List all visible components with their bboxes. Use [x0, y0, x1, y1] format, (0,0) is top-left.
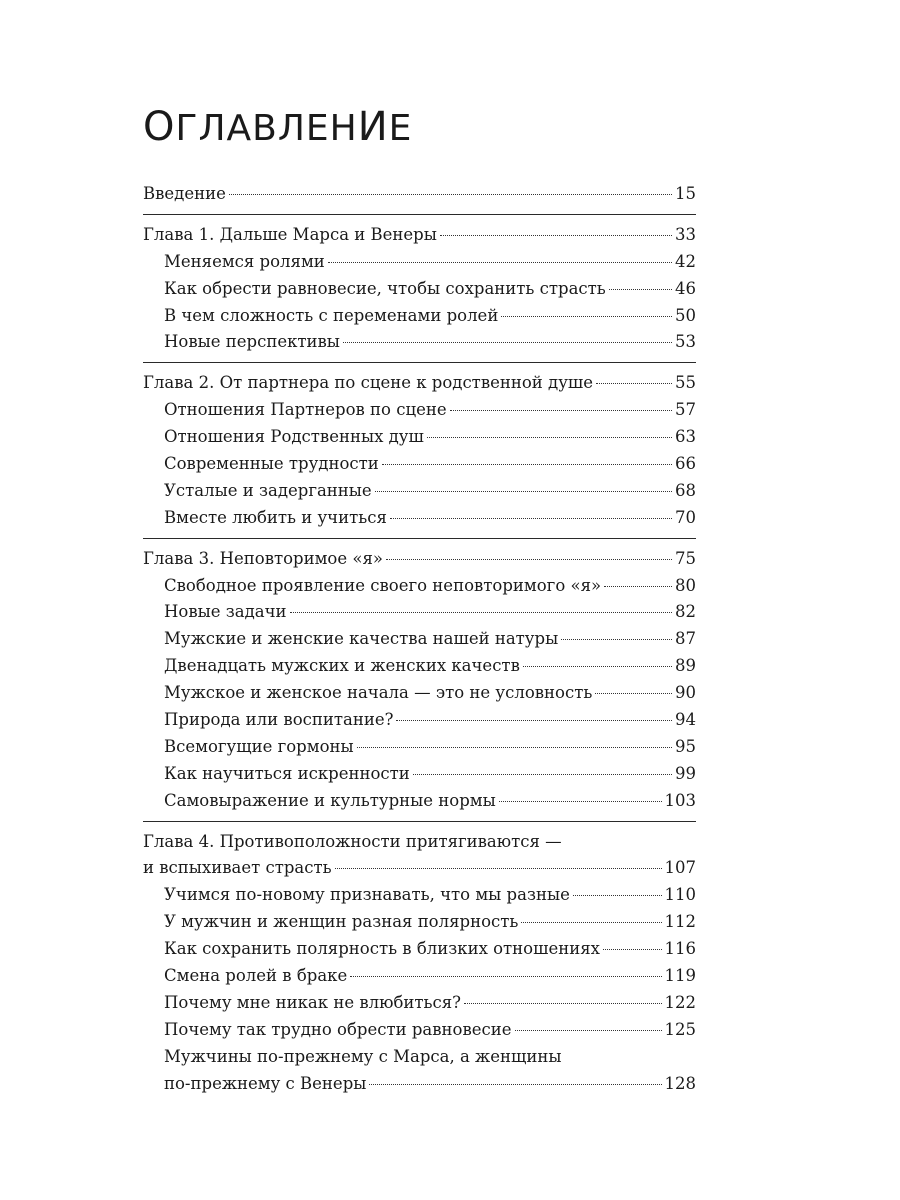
toc-page-number: 89: [675, 656, 696, 676]
toc-subentry[interactable]: [143, 734, 696, 761]
toc-entry-label: Почему мне никак не влюбиться?: [164, 992, 462, 1012]
toc-page-number: 33: [675, 224, 696, 244]
toc-subentry[interactable]: [143, 788, 696, 815]
toc-subentry[interactable]: [143, 1071, 696, 1098]
dot-leader: [596, 383, 672, 384]
toc-entry-label: Вместе любить и учиться: [164, 507, 387, 527]
toc-page-number: 80: [675, 575, 696, 595]
toc-page-number: 125: [664, 1019, 696, 1039]
dot-leader: [573, 895, 662, 896]
toc-subentry-title-line-1[interactable]: Мужчины по-прежнему с Марса, а женщины: [164, 1046, 562, 1066]
toc-entry-label: Природа или воспитание?: [164, 710, 394, 730]
toc-page-number: 87: [675, 629, 696, 649]
toc-entry-label: Введение: [143, 184, 226, 203]
toc-entry-label: по-прежнему с Венеры: [164, 1073, 367, 1093]
toc-entry-label: Глава 1. Дальше Марса и Венеры: [143, 224, 437, 244]
toc-entry-label: Как обрести равновесие, чтобы сохранить страсть: [164, 278, 606, 298]
toc-page-number: 94: [675, 710, 696, 730]
toc-page-number: 53: [675, 332, 696, 352]
toc-entry-label: Мужское и женское начала — это не условность: [164, 683, 593, 703]
title-big-letter: И: [357, 104, 389, 150]
toc-page-number: 95: [675, 736, 696, 756]
toc-entry-intro[interactable]: [143, 181, 696, 208]
toc-chapter-4-title-line-1[interactable]: Глава 4. Противоположности притягиваются —: [143, 831, 562, 851]
toc-subentry[interactable]: [143, 424, 696, 451]
section-divider: [143, 821, 696, 822]
section-divider: [143, 214, 696, 215]
toc-subentry[interactable]: [143, 680, 696, 707]
toc-entry-label: Свободное проявление своего неповторимого «я»: [164, 575, 602, 595]
dot-leader: [343, 342, 672, 343]
dot-leader: [499, 801, 662, 802]
toc-subentry[interactable]: [143, 573, 696, 600]
section-divider: [143, 362, 696, 363]
dot-leader: [440, 235, 672, 236]
dot-leader: [515, 1030, 662, 1031]
toc-subentry[interactable]: [143, 303, 696, 330]
toc-subentry[interactable]: [143, 761, 696, 788]
toc-entry-label: Новые перспективы: [164, 332, 340, 352]
title-middle: ГЛАВЛЕН: [175, 108, 358, 149]
toc-page-number: 122: [664, 992, 696, 1012]
toc-subentry[interactable]: [143, 451, 696, 478]
toc-page-number: 42: [675, 251, 696, 271]
toc-entry-label: Усталые и задерганные: [164, 480, 372, 500]
toc-subentry[interactable]: [143, 1017, 696, 1044]
dot-leader: [396, 720, 672, 721]
toc-subentry[interactable]: [143, 329, 696, 356]
toc-chapter-2[interactable]: [143, 370, 696, 397]
toc-entry-label: В чем сложность с переменами ролей: [164, 305, 499, 325]
section-divider: [143, 538, 696, 539]
toc-page-number: 70: [675, 507, 696, 527]
toc-subentry[interactable]: [143, 653, 696, 680]
toc-page-number: 57: [675, 400, 696, 420]
toc-entry-label: У мужчин и женщин разная полярность: [164, 912, 519, 932]
page-title: [143, 104, 412, 150]
toc-chapter-4[interactable]: [143, 855, 696, 882]
toc-subentry[interactable]: [143, 276, 696, 303]
toc-subentry[interactable]: [143, 249, 696, 276]
toc-page-number: 63: [675, 427, 696, 447]
toc-subentry[interactable]: [143, 478, 696, 505]
toc-page-number: 46: [675, 278, 696, 298]
toc-entry-label: Почему так трудно обрести равновесие: [164, 1019, 512, 1039]
toc-subentry[interactable]: [143, 707, 696, 734]
toc-subentry[interactable]: [143, 505, 696, 532]
toc-entry-label: Современные трудности: [164, 454, 379, 474]
toc-page-number: 82: [675, 602, 696, 622]
dot-leader: [290, 612, 673, 613]
dot-leader: [229, 194, 672, 195]
dot-leader: [335, 868, 662, 869]
dot-leader: [382, 464, 672, 465]
toc-page-number: 103: [664, 790, 696, 810]
toc-chapter-1[interactable]: [143, 222, 696, 249]
toc-page-number: 107: [664, 858, 696, 878]
toc-entry-label: Новые задачи: [164, 602, 287, 622]
dot-leader: [450, 410, 672, 411]
toc-subentry[interactable]: [143, 990, 696, 1017]
dot-leader: [386, 559, 672, 560]
toc-subentry[interactable]: [143, 882, 696, 909]
toc-page-number: 66: [675, 454, 696, 474]
toc-entry-label: Меняемся ролями: [164, 251, 325, 271]
dot-leader: [375, 491, 672, 492]
dot-leader: [501, 316, 672, 317]
dot-leader: [350, 976, 661, 977]
toc-entry-label: Отношения Партнеров по сцене: [164, 400, 447, 420]
toc-entry-label: Как сохранить полярность в близких отношениях: [164, 939, 600, 959]
toc-page-number: 128: [664, 1073, 696, 1093]
toc-entry-label: Мужские и женские качества нашей натуры: [164, 629, 559, 649]
toc-page-number: 99: [675, 763, 696, 783]
dot-leader: [523, 666, 672, 667]
dot-leader: [595, 693, 672, 694]
toc-entry-label: Глава 2. От партнера по сцене к родственной душе: [143, 373, 594, 393]
toc-page-number: 55: [675, 373, 696, 393]
dot-leader: [357, 747, 672, 748]
toc-entry-label: Самовыражение и культурные нормы: [164, 790, 496, 810]
title-first-letter: О: [143, 104, 176, 150]
dot-leader: [328, 262, 672, 263]
toc-entry-label: Смена ролей в браке: [164, 966, 348, 986]
toc-subentry[interactable]: [143, 397, 696, 424]
toc-subentry[interactable]: [143, 626, 696, 653]
toc-page-number: 50: [675, 305, 696, 325]
toc-subentry[interactable]: [143, 936, 696, 963]
toc-entry-label: Учимся по-новому признавать, что мы разные: [164, 885, 570, 905]
toc-entry-label: Как научиться искренности: [164, 763, 410, 783]
toc-page-number: 110: [664, 885, 696, 905]
toc-page-number: 90: [675, 683, 696, 703]
toc-page-number: 75: [675, 548, 696, 568]
dot-leader: [427, 437, 672, 438]
toc-page-number: 119: [664, 966, 696, 986]
toc-page-number: 116: [664, 939, 696, 959]
toc-page-number: 15: [675, 184, 696, 203]
dot-leader: [369, 1084, 661, 1085]
dot-leader: [609, 289, 672, 290]
toc-page-number: 112: [664, 912, 696, 932]
title-last-letter: Е: [388, 108, 413, 149]
dot-leader: [561, 639, 672, 640]
toc-subentry[interactable]: [143, 909, 696, 936]
dot-leader: [604, 586, 672, 587]
dot-leader: [521, 922, 661, 923]
dot-leader: [413, 774, 672, 775]
dot-leader: [603, 949, 662, 950]
toc-subentry[interactable]: [143, 599, 696, 626]
toc-subentry[interactable]: [143, 963, 696, 990]
dot-leader: [464, 1003, 661, 1004]
toc-entry-label: Двенадцать мужских и женских качеств: [164, 656, 520, 676]
toc-chapter-3[interactable]: [143, 546, 696, 573]
toc-entry-label: Глава 3. Неповторимое «я»: [143, 548, 383, 568]
table-of-contents: [143, 181, 696, 1098]
toc-entry-label: и вспыхивает страсть: [143, 858, 332, 878]
toc-entry-label: Отношения Родственных душ: [164, 427, 424, 447]
toc-page-number: 68: [675, 480, 696, 500]
toc-entry-label: Всемогущие гормоны: [164, 736, 354, 756]
dot-leader: [390, 518, 672, 519]
